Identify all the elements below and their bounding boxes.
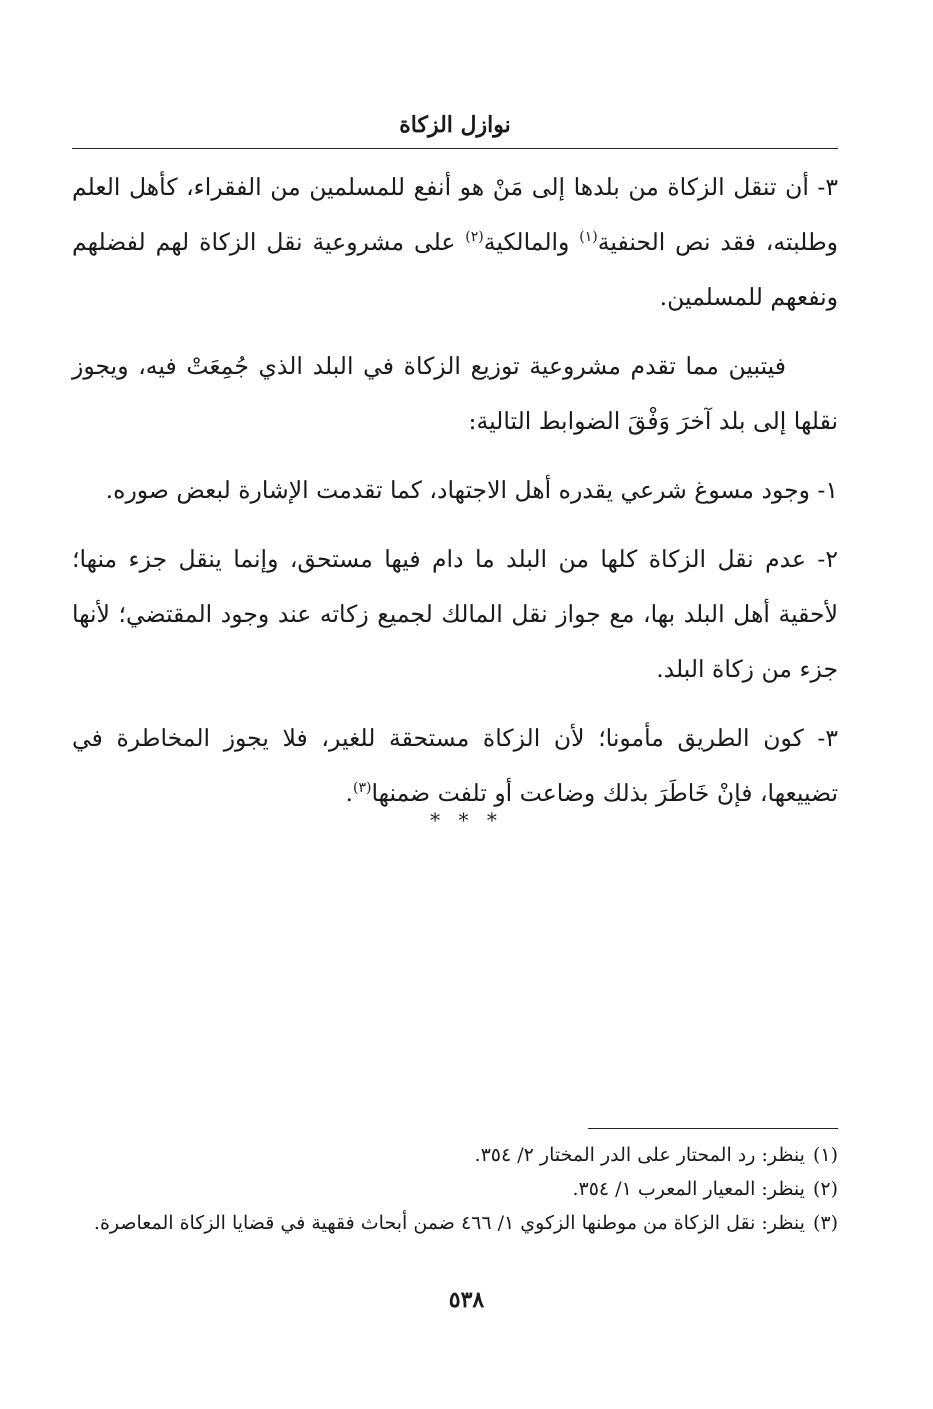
footnote-1 [72, 1138, 838, 1172]
footnote-1-number: (١) [812, 1144, 838, 1166]
footnote-2-text: ينظر: المعيار المعرب ١/ ٣٥٤. [572, 1178, 805, 1200]
paragraph-5-text-b: . [345, 779, 354, 807]
footnote-3-number: (٣) [812, 1212, 838, 1234]
footnote-ref-2[interactable]: (٢) [465, 229, 484, 246]
footnote-ref-1[interactable]: (١) [579, 229, 598, 246]
footnote-rule [588, 1128, 838, 1129]
footnote-3 [72, 1206, 838, 1240]
paragraph-1 [72, 160, 838, 325]
paragraph-5-text-a: ٣- كون الطريق مأمونا؛ لأن الزكاة مستحقة للغير، فلا يجوز المخاطرة في تضييعها، فإنْ خَاطَرَ بذلك وضاعت أو تلفت ضمنها [72, 724, 838, 807]
paragraph-1-text-c: على مشروعية نقل الزكاة لهم لفضلهم ونفعهم للمسلمين. [72, 228, 838, 311]
footnotes [72, 1138, 838, 1240]
footnote-1-text: ينظر: رد المحتار على الدر المختار ٢/ ٣٥٤. [474, 1144, 805, 1166]
running-header-title: نوازل الزكاة [399, 112, 511, 138]
paragraph-1-text-a: ٣- أن تنقل الزكاة من بلدها إلى مَنْ هو أنفع للمسلمين من الفقراء، كأهل العلم وطلبته، فقد نص الحنفية [72, 173, 838, 256]
paragraph-3: ١- وجود مسوغ شرعي يقدره أهل الاجتهاد، كما تقدمت الإشارة لبعض صوره. [105, 476, 838, 504]
main-text [72, 160, 838, 835]
paragraph-5 [72, 711, 838, 821]
section-separator: * * * [430, 808, 503, 832]
footnote-3-text: ينظر: نقل الزكاة من موطنها الزكوي ١/ ٤٦٦ ضمن أبحاث فقهية في قضايا الزكاة المعاصرة. [93, 1212, 805, 1234]
footnote-2-number: (٢) [812, 1178, 838, 1200]
paragraph-1-text-b: والمالكية [483, 228, 580, 256]
paragraph-4: ٢- عدم نقل الزكاة كلها من البلد ما دام فيها مستحق، وإنما ينقل جزء منها؛ لأحقية أهل البلد بها، مع جواز نقل المالك لجميع زكاته عند وجود المقتضي؛ لأنها جزء من زكاة البلد. [72, 545, 838, 683]
paragraph-2: فيتبين مما تقدم مشروعية توزيع الزكاة في البلد الذي جُمِعَتْ فيه، ويجوز نقلها إلى بلد آخرَ وَفْقَ الضوابط التالية: [72, 352, 838, 435]
page-number: ٥٣٨ [448, 1287, 485, 1313]
header-rule [72, 148, 838, 149]
footnote-ref-3[interactable]: (٣) [353, 780, 372, 797]
footnote-2 [72, 1172, 838, 1206]
